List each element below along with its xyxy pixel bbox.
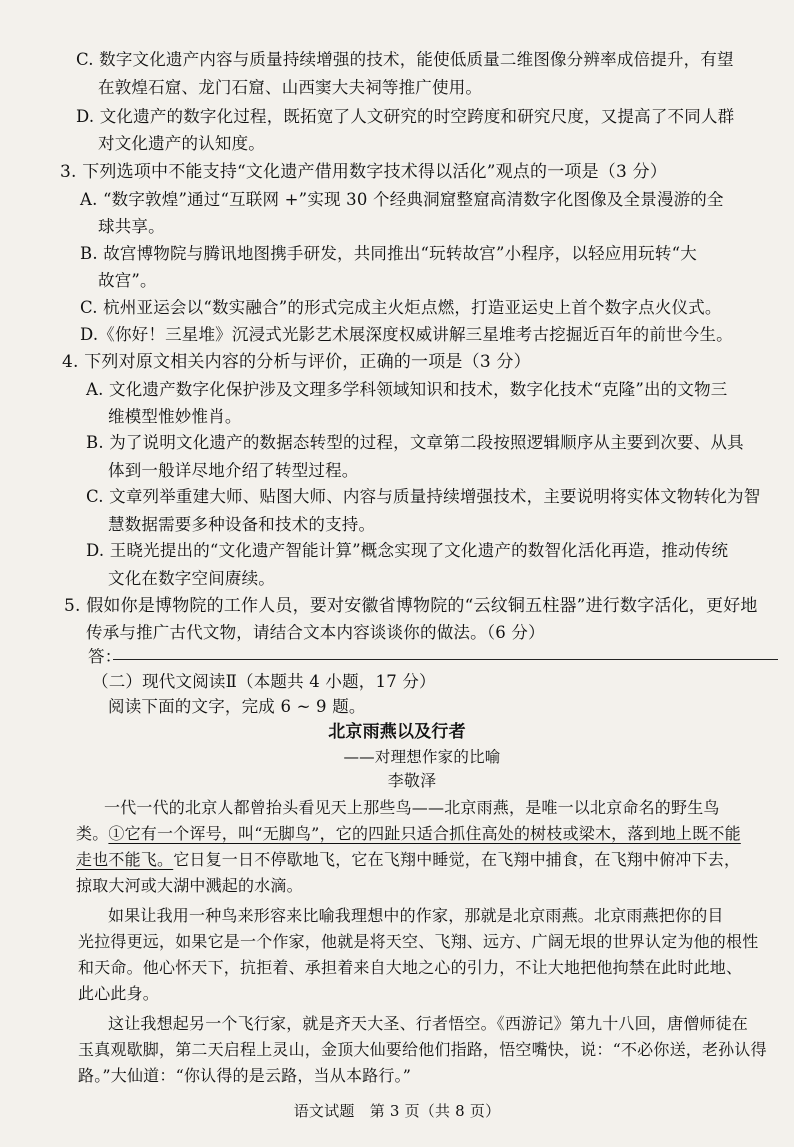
p1-line-3-post: 它日复一日不停歇地飞，它在飞翔中睡觉，在飞翔中捕食，在飞翔中俯冲下去，: [173, 850, 741, 869]
q4-stem: 4. 下列对原文相关内容的分析与评价，正确的一项是（3 分）: [62, 352, 531, 372]
underlined-sentence-1-end: 走也不能飞。: [76, 850, 174, 869]
q3-stem: 3. 下列选项中不能支持“文化遗产借用数字技术得以活化”观点的一项是（3 分）: [60, 162, 668, 182]
q4-option-b-line-1: B. 为了说明文化遗产的数据态转型的过程，文章第二段按照逻辑顺序从主要到次要、从具: [86, 433, 744, 452]
q3-option-c: C. 杭州亚运会以“数实融合”的形式完成主火炬点燃，打造亚运史上首个数字点火仪式。: [80, 298, 722, 317]
q4-option-b-line-2: 体到一般详尽地介绍了转型过程。: [108, 461, 359, 480]
section-instruction: 阅读下面的文字，完成 6 ~ 9 题。: [108, 697, 366, 716]
underlined-sentence-1: ①它有一个诨号，叫“无脚鸟”，它的四趾只适合抓住高处的树枝或梁木，落到地上既不能: [108, 824, 741, 843]
q4-option-a-line-1: A. 文化遗产数字化保护涉及文理多学科领域知识和技术，数字化技术“克隆”出的文物三: [86, 380, 728, 399]
option-c-line-1: C. 数字文化遗产内容与质量持续增强的技术，能使低质量二维图像分辨率成倍提升，有望: [76, 50, 734, 69]
q5-stem-line-2: 传承与推广古代文物，请结合文本内容谈谈你的做法。（6 分）: [86, 623, 545, 642]
p1-line-2: [76, 821, 741, 847]
q3-option-a-line-1: A. “数字敦煌”通过“互联网 +”实现 30 个经典洞窟整窟高清数字化图像及全景漫游的全: [80, 190, 724, 209]
p3-line-2: 玉真观歇脚，第二天启程上灵山，金顶大仙要给他们指路，悟空嘴快，说：“不必你送，老孙认得: [78, 1040, 767, 1059]
option-d-line-1: D. 文化遗产的数字化过程，既拓宽了人文研究的时空跨度和研究尺度，又提高了不同人群: [76, 107, 735, 126]
p2-line-2: 光拉得更远，如果它是一个作家，他就是将天空、飞翔、远方、广阔无垠的世界认定为他的根性: [78, 932, 759, 951]
section-heading: （二）现代文阅读Ⅱ（本题共 4 小题，17 分）: [92, 672, 436, 691]
p2-line-1: 如果让我用一种鸟来形容来比喻我理想中的作家，那就是北京雨燕。北京雨燕把你的目: [108, 906, 724, 925]
article-title: 北京雨燕以及行者: [328, 722, 466, 742]
p3-line-3: 路。”大仙道：“你认得的是云路，当从本路行。”: [78, 1066, 412, 1085]
p1-line-3: [76, 847, 740, 873]
q4-option-a-line-2: 维模型惟妙惟肖。: [108, 407, 242, 426]
q4-option-c-line-1: C. 文章列举重建大师、贴图大师、内容与质量持续增强技术，主要说明将实体文物转化为智: [86, 487, 761, 506]
q3-option-b-line-1: B. 故宫博物院与腾讯地图携手研发，共同推出“玩转故宫”小程序，以轻应用玩转“大: [80, 244, 697, 263]
p2-line-3: 和天命。他心怀天下，抗拒着、承担着来自大地之心的引力，不让大地把他拘禁在此时此地、: [78, 958, 743, 977]
article-subtitle: ——对理想作家的比喻: [343, 748, 501, 766]
article-author: 李敬泽: [387, 771, 437, 790]
page-footer: 语文试题 第 3 页（共 8 页）: [293, 1102, 501, 1120]
p2-line-4: 此心此身。: [78, 984, 160, 1003]
p1-line-4: 掠取大河或大湖中溅起的水滴。: [76, 876, 303, 895]
q4-option-d-line-1: D. 王晓光提出的“文化遗产智能计算”概念实现了文化遗产的数智化活化再造，推动传统: [86, 541, 729, 560]
answer-line[interactable]: [113, 659, 778, 660]
option-c-line-2: 在敦煌石窟、龙门石窟、山西窦大夫祠等推广使用。: [98, 78, 483, 97]
q3-option-b-line-2: 故宫”。: [98, 271, 157, 290]
q4-option-d-line-2: 文化在数字空间赓续。: [108, 569, 275, 588]
option-d-line-2: 对文化遗产的认知度。: [98, 134, 265, 153]
q3-option-d: D.《你好！三星堆》沉浸式光影艺术展深度权威讲解三星堆考古挖掘近百年的前世今生。: [80, 325, 733, 344]
q5-stem-line-1: 5. 假如你是博物院的工作人员，要对安徽省博物院的“云纹铜五柱器”进行数字活化，更好地: [64, 596, 758, 616]
answer-label: 答：: [88, 647, 122, 666]
p1-line-2-pre: 类。: [76, 824, 109, 843]
p1-line-1: 一代一代的北京人都曾抬头看见天上那些鸟——北京雨燕，是唯一以北京命名的野生鸟: [104, 798, 720, 817]
q3-option-a-line-2: 球共享。: [98, 217, 165, 236]
q4-option-c-line-2: 慧数据需要多种设备和技术的支持。: [108, 515, 376, 534]
p3-line-1: 这让我想起另一个飞行家，就是齐天大圣、行者悟空。《西游记》第九十八回，唐僧师徒在: [108, 1014, 749, 1033]
